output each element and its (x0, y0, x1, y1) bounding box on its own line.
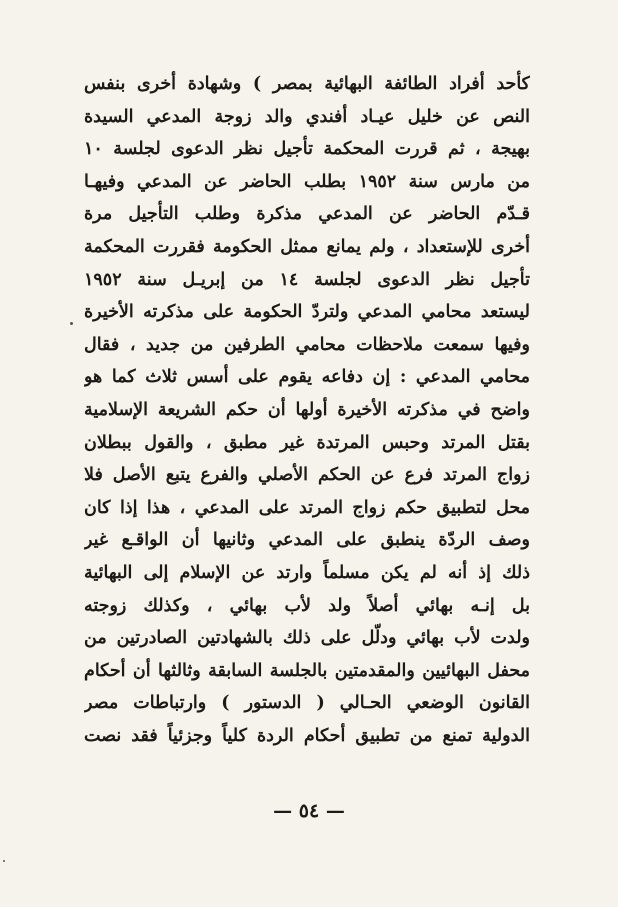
text-line: تأجيل نظر الدعوى لجلسة ١٤ من إبريـل سنة ١٩٥٢ (84, 269, 530, 290)
text-line: قـدّم الحاضر عن المدعي مذكرة وطلب التأجيل مرة (84, 204, 530, 225)
text-line: بل إنـه بهائي أصلاً ولد لأب بهائي ، وكذلك زوجته (84, 595, 530, 616)
text-line: أخرى للإستعداد ، ولم يمانع ممثل الحكومة فقررت المحكمة (84, 236, 530, 257)
text-line: وفيها سمعت ملاحظات محامي الطرفين من جديد ، فقال (84, 334, 530, 355)
scan-speck (70, 322, 73, 325)
text-line: الدولية تمنع من تطبيق أحكام الردة كلياً وجزئياً فقد نصت (84, 725, 530, 746)
text-line: النص عن خليل عيـاد أفندي والد زوجة المدعي السيدة (84, 106, 530, 127)
body-text (84, 68, 530, 752)
text-line: واضح في مذكرته الأخيرة أولها أن حكم الشريعة الإسلامية (84, 399, 530, 420)
text-line: زواج المرتد فرع عن الحكم الأصلي والفرع يتبع الأصل فلا (84, 465, 530, 486)
text-line: محل لتطبيق حكم زواج المرتد على المدعي ، هذا إذا كان (84, 497, 530, 518)
scan-speck (3, 860, 5, 862)
text-line: من مارس سنة ١٩٥٢ بطلب الحاضر عن المدعي وفيهـا (84, 171, 530, 192)
text-line: القانون الوضعي الحـالي ( الدستور ) وارتباطات مصر (84, 693, 530, 714)
text-line: كأحد أفراد الطائفة البهائية بمصر ) وشهادة أخرى بنفس (84, 74, 530, 94)
page-number: — ٥٤ — (273, 800, 345, 822)
text-line: وصف الردّة ينطبق على المدعي وثانيها أن الواقـع غير (84, 530, 530, 551)
text-line: ولدت لأب بهائي ودلّل على ذلك بالشهادتين الصادرتين من (84, 628, 530, 649)
text-line: ليستعد محامي المدعي ولتردّ الحكومة على مذكرته الأخيرة (84, 302, 530, 323)
text-line: محفل البهائيين والمقدمتين بالجلسة السابقة وثالثها أن أحكام (84, 660, 530, 681)
text-line: بهيجة ، ثم قررت المحكمة تأجيل نظر الدعوى لجلسة ١٠ (84, 139, 530, 160)
text-line: محامي المدعي : إن دفاعه يقوم على أسس ثلاث كما هو (84, 367, 530, 388)
text-line: بقتل المرتد وحبس المرتدة غير مطبق ، والقول ببطلان (84, 432, 530, 453)
text-line: ذلك إذ أنه لم يكن مسلماً وارتد عن الإسلام إلى البهائية (84, 562, 530, 583)
